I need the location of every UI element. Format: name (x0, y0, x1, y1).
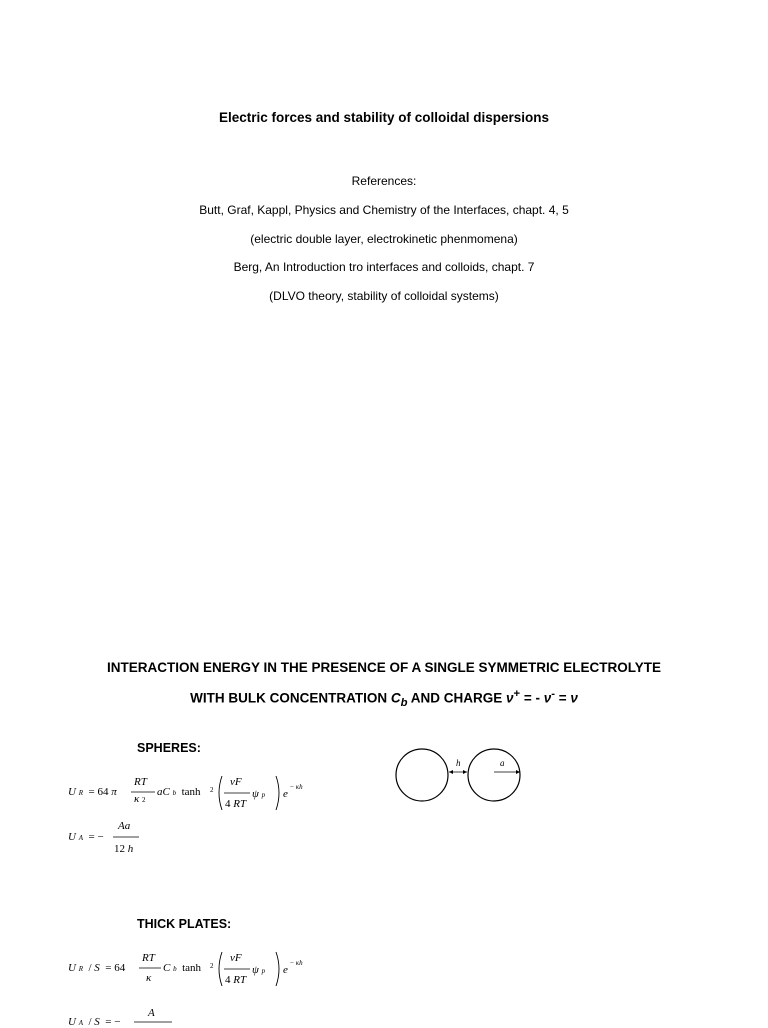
gap-label: h (456, 758, 461, 768)
reference-line-3: Berg, An Introduction tro interfaces and colloids, chapt. 7 (233, 260, 535, 274)
plates-heading: THICK PLATES: (137, 917, 232, 931)
section-heading-line-1: INTERACTION ENERGY IN THE PRESENCE OF A SINGLE SYMMETRIC ELECTROLYTE (106, 660, 662, 675)
radius-label: a (500, 758, 505, 768)
reference-line-2: (electric double layer, electrokinetic phenmomena) (250, 232, 518, 246)
spheres-diagram (390, 740, 530, 810)
references-heading: References: (351, 174, 417, 188)
reference-line-1: Butt, Graf, Kappl, Physics and Chemistry of the Interfaces, chapt. 4, 5 (199, 203, 569, 217)
reference-line-4: (DLVO theory, stability of colloidal systems) (269, 289, 499, 303)
page-title: Electric forces and stability of colloidal dispersions (218, 110, 550, 125)
spheres-heading: SPHERES: (137, 741, 201, 755)
section-heading-line-2: WITH BULK CONCENTRATION $C_b$ AND CHARGE ν+ = - ν- = ν (190, 688, 578, 710)
